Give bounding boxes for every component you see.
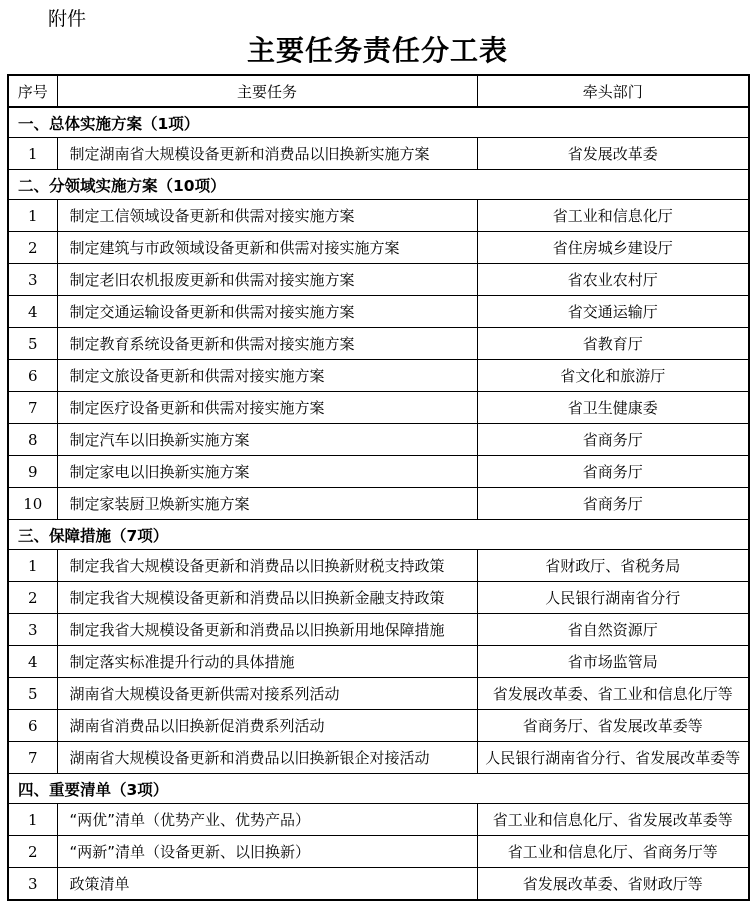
section-title: 四、重要清单（3项） <box>8 774 749 804</box>
department-cell: 省农业农村厅 <box>477 264 749 296</box>
table-row <box>8 488 749 520</box>
table-row <box>8 424 749 456</box>
table-row <box>8 646 749 678</box>
section-title: 一、总体实施方案（1项） <box>8 107 749 138</box>
task-cell: “两优”清单（优势产业、优势产品） <box>57 804 477 836</box>
row-number-cell: 1 <box>8 138 57 170</box>
section-title: 三、保障措施（7项） <box>8 520 749 550</box>
row-number-cell: 7 <box>8 392 57 424</box>
task-cell: 湖南省大规模设备更新供需对接系列活动 <box>57 678 477 710</box>
row-number-cell: 5 <box>8 678 57 710</box>
task-cell: 制定我省大规模设备更新和消费品以旧换新金融支持政策 <box>57 582 477 614</box>
table-row <box>8 742 749 774</box>
task-table <box>7 74 750 901</box>
department-cell: 省商务厅、省发展改革委等 <box>477 710 749 742</box>
department-cell: 省工业和信息化厅、省发展改革委等 <box>477 804 749 836</box>
task-cell: 制定家装厨卫焕新实施方案 <box>57 488 477 520</box>
task-cell: 制定教育系统设备更新和供需对接实施方案 <box>57 328 477 360</box>
table-row <box>8 138 749 170</box>
task-cell: 制定湖南省大规模设备更新和消费品以旧换新实施方案 <box>57 138 477 170</box>
row-number-cell: 10 <box>8 488 57 520</box>
department-cell: 省交通运输厅 <box>477 296 749 328</box>
task-cell: 制定我省大规模设备更新和消费品以旧换新财税支持政策 <box>57 550 477 582</box>
task-cell: 制定家电以旧换新实施方案 <box>57 456 477 488</box>
table-row <box>8 264 749 296</box>
table-row <box>8 456 749 488</box>
row-number-cell: 2 <box>8 582 57 614</box>
table-row <box>8 296 749 328</box>
task-cell: 制定建筑与市政领域设备更新和供需对接实施方案 <box>57 232 477 264</box>
task-cell: 制定汽车以旧换新实施方案 <box>57 424 477 456</box>
page-title: 主要任务责任分工表 <box>246 34 508 67</box>
task-cell: 政策清单 <box>57 868 477 901</box>
table-row <box>8 328 749 360</box>
row-number-cell: 3 <box>8 264 57 296</box>
task-cell: 制定工信领域设备更新和供需对接实施方案 <box>57 200 477 232</box>
row-number-cell: 7 <box>8 742 57 774</box>
section-header-row <box>8 774 749 804</box>
table-row <box>8 392 749 424</box>
task-cell: 制定老旧农机报废更新和供需对接实施方案 <box>57 264 477 296</box>
section-header-row <box>8 170 749 200</box>
row-number-cell: 4 <box>8 296 57 328</box>
table-row <box>8 614 749 646</box>
attachment-label: 附件 <box>48 8 87 30</box>
section-header-row <box>8 107 749 138</box>
department-cell: 省商务厅 <box>477 488 749 520</box>
department-cell: 省工业和信息化厅、省商务厅等 <box>477 836 749 868</box>
row-number-cell: 3 <box>8 614 57 646</box>
department-cell: 省工业和信息化厅 <box>477 200 749 232</box>
section-title: 二、分领域实施方案（10项） <box>8 170 749 200</box>
table-row <box>8 678 749 710</box>
row-number-cell: 4 <box>8 646 57 678</box>
table-row <box>8 868 749 901</box>
task-cell: 制定医疗设备更新和供需对接实施方案 <box>57 392 477 424</box>
department-cell: 省商务厅 <box>477 424 749 456</box>
header-lead-department: 牵头部门 <box>477 75 749 107</box>
section-header-row <box>8 520 749 550</box>
department-cell: 省教育厅 <box>477 328 749 360</box>
department-cell: 省发展改革委、省财政厅等 <box>477 868 749 901</box>
department-cell: 省商务厅 <box>477 456 749 488</box>
row-number-cell: 6 <box>8 360 57 392</box>
table-row <box>8 360 749 392</box>
department-cell: 省文化和旅游厅 <box>477 360 749 392</box>
table-row <box>8 710 749 742</box>
row-number-cell: 1 <box>8 804 57 836</box>
header-main-task: 主要任务 <box>57 75 477 107</box>
table-row <box>8 836 749 868</box>
row-number-cell: 8 <box>8 424 57 456</box>
table-row <box>8 200 749 232</box>
task-cell: 湖南省大规模设备更新和消费品以旧换新银企对接活动 <box>57 742 477 774</box>
department-cell: 省发展改革委、省工业和信息化厅等 <box>477 678 749 710</box>
task-cell: 制定落实标准提升行动的具体措施 <box>57 646 477 678</box>
table-header-row <box>8 75 749 107</box>
table-row <box>8 582 749 614</box>
row-number-cell: 6 <box>8 710 57 742</box>
task-table-body <box>8 107 749 900</box>
department-cell: 省卫生健康委 <box>477 392 749 424</box>
task-cell: 制定文旅设备更新和供需对接实施方案 <box>57 360 477 392</box>
task-cell: “两新”清单（设备更新、以旧换新） <box>57 836 477 868</box>
row-number-cell: 2 <box>8 836 57 868</box>
row-number-cell: 1 <box>8 200 57 232</box>
department-cell: 省财政厅、省税务局 <box>477 550 749 582</box>
department-cell: 省住房城乡建设厅 <box>477 232 749 264</box>
table-row <box>8 232 749 264</box>
row-number-cell: 3 <box>8 868 57 901</box>
department-cell: 省市场监管局 <box>477 646 749 678</box>
table-row <box>8 804 749 836</box>
task-cell: 制定我省大规模设备更新和消费品以旧换新用地保障措施 <box>57 614 477 646</box>
department-cell: 省发展改革委 <box>477 138 749 170</box>
row-number-cell: 9 <box>8 456 57 488</box>
department-cell: 人民银行湖南省分行 <box>477 582 749 614</box>
department-cell: 省自然资源厅 <box>477 614 749 646</box>
header-serial-number: 序号 <box>8 75 57 107</box>
row-number-cell: 5 <box>8 328 57 360</box>
row-number-cell: 2 <box>8 232 57 264</box>
department-cell: 人民银行湖南省分行、省发展改革委等 <box>477 742 749 774</box>
task-cell: 制定交通运输设备更新和供需对接实施方案 <box>57 296 477 328</box>
row-number-cell: 1 <box>8 550 57 582</box>
task-cell: 湖南省消费品以旧换新促消费系列活动 <box>57 710 477 742</box>
table-row <box>8 550 749 582</box>
